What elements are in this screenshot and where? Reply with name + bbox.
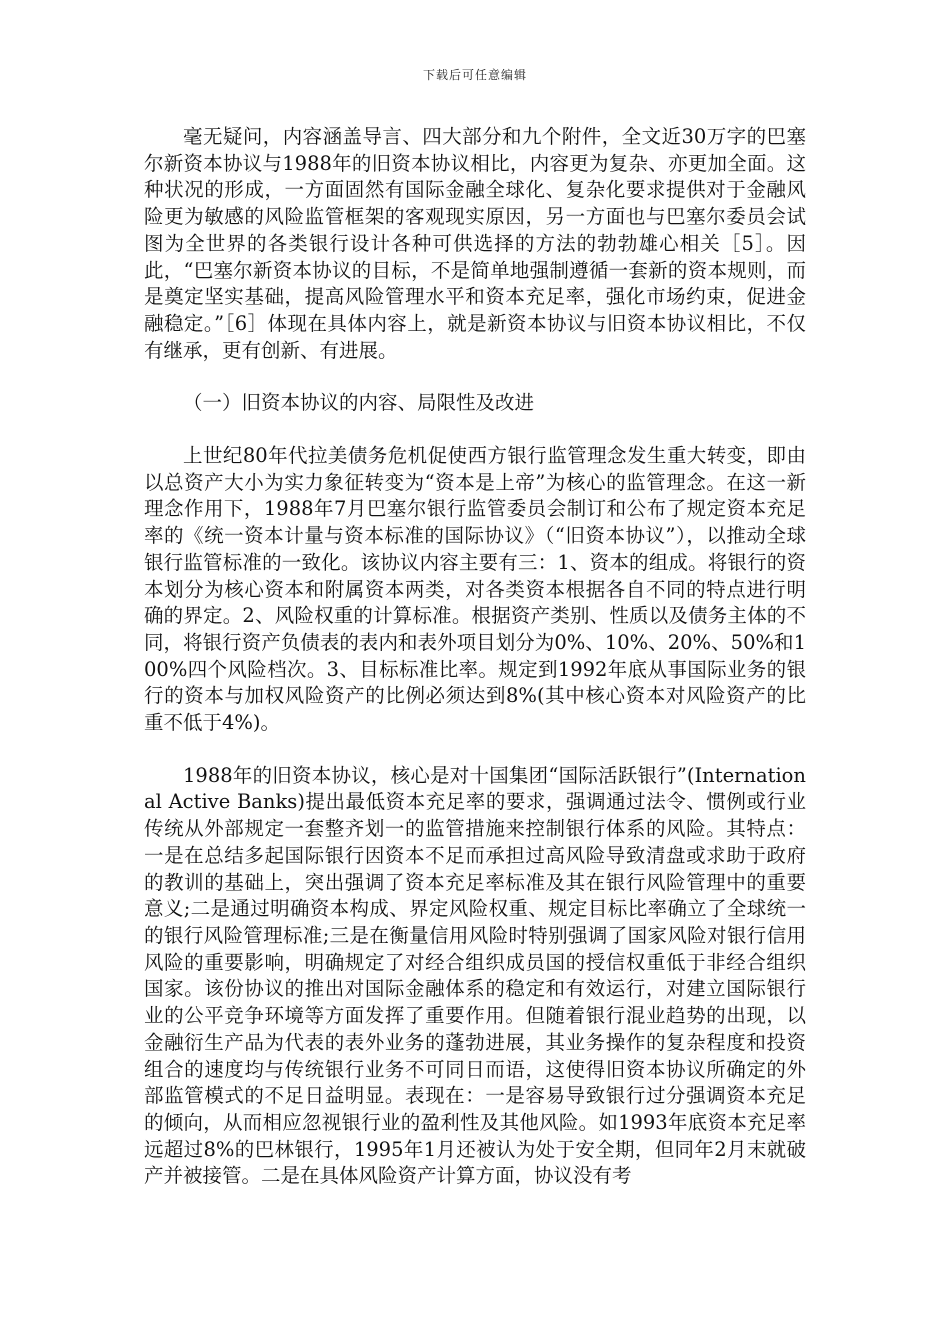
paragraph-intro: 毫无疑问，内容涵盖导言、四大部分和九个附件，全文近30万字的巴塞尔新资本协议与1988年的旧资本协议相比，内容更为复杂、亦更加全面。这种状况的形成，一方面固然有国际金融全球化、复杂化要求提供对于金融风险更为敏感的风险监管框架的客观现实原因，另一方面也与巴塞尔委员会试图为全世界的各类银行设计各种可供选择的方法的勃勃雄心相关［5］。因此，“巴塞尔新资本协议的目标，不是简单地强制遵循一套新的资本规则，而是奠定坚实基础，提高风险管理水平和资本充足率，强化市场约束，促进金融稳定。”［6］体现在具体内容上，就是新资本协议与旧资本协议相比，不仅有继承，更有创新、有进展。 (144, 125, 806, 362)
paragraph-old-accord-content: 上世纪80年代拉美债务危机促使西方银行监管理念发生重大转变，即由以总资产大小为实力象征转变为“资本是上帝”为核心的监管理念。在这一新理念作用下，1988年7月巴塞尔银行监管委员会制订和公布了规定资本充足率的《统一资本计量与资本标准的国际协议》（“旧资本协议”），以推动全球银行监管标准的一致化。该协议内容主要有三：1、资本的组成。将银行的资本划分为核心资本和附属资本两类，对各类资本根据各自不同的特点进行明确的界定。2、风险权重的计算标准。根据资产类别、性质以及债务主体的不同，将银行资产负债表的表内和表外项目划分为0%、10%、20%、50%和100%四个风险档次。3、目标标准比率。规定到1992年底从事国际业务的银行的资本与加权风险资产的比例必须达到8%(其中核心资本对风险资产的比重不低于4%)。 (144, 444, 806, 735)
section-heading: （一）旧资本协议的内容、局限性及改进 (183, 391, 535, 415)
document-body (144, 124, 806, 1190)
paragraph-old-accord-features: 1988年的旧资本协议，核心是对十国集团“国际活跃银行”(International Active Banks)提出最低资本充足率的要求，强调通过法令、惯例或行业传统从外部规定一套整齐划一的监管措施来控制银行体系的风险。其特点：一是在总结多起国际银行因资本不足而承担过高风险导致清盘或求助于政府的教训的基础上，突出强调了资本充足率标准及其在银行风险管理中的重要意义;二是通过明确资本构成、界定风险权重、规定目标比率确立了全球统一的银行风险管理标准;三是在衡量信用风险时特别强调了国家风险对银行信用风险的重要影响，明确规定了对经合组织成员国的授信权重低于非经合组织国家。该份协议的推出对国际金融体系的稳定和有效运行，对建立国际银行业的公平竞争环境等方面发挥了重要作用。但随着银行混业趋势的出现，以金融衍生产品为代表的表外业务的蓬勃进展，其业务操作的复杂程度和投资组合的速度均与传统银行业务不可同日而语，这使得旧资本协议所确定的外部监管模式的不足日益明显。表现在：一是容易导致银行过分强调资本充足的倾向，从而相应忽视银行业的盈利性及其他风险。如1993年底资本充足率远超过8%的巴林银行，1995年1月还被认为处于安全期，但同年2月末就破产并被接管。二是在具体风险资产计算方面，协议没有考 (144, 763, 806, 1188)
page-header: 下载后可任意编辑 (422, 68, 527, 82)
